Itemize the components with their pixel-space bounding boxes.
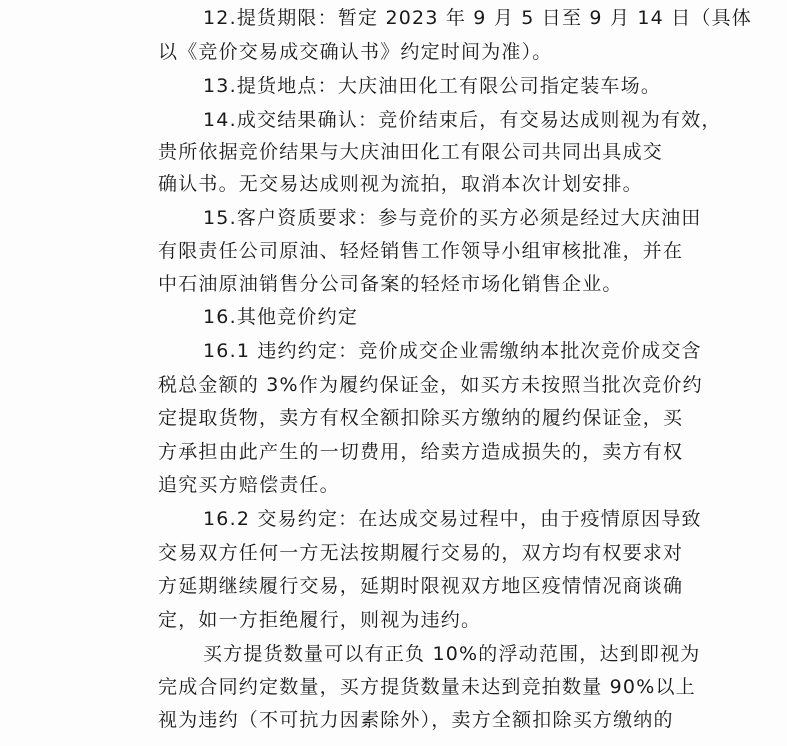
text-line: 交易双方任何一方无法按期履行交易的，双方均有权要求对 <box>158 542 684 564</box>
text-line: 以《竞价交易成交确认书》约定时间为准）。 <box>158 41 553 63</box>
section-heading: 16.其他竞价约定 <box>203 306 359 328</box>
text-line: 16.1 违约约定：竞价成交企业需缴纳本批次竞价成交含 <box>203 340 702 362</box>
text-line: 12.提货期限：暂定 2023 年 9 月 5 日至 9 月 14 日（具体 <box>203 7 753 29</box>
text-line: 确认书。无交易达成则视为流拍，取消本次计划安排。 <box>158 173 643 195</box>
text-line: 14.成交结果确认：竞价结束后，有交易达成则视为有效， <box>203 109 722 131</box>
text-line: 买方提货数量可以有正负 10%的浮动范围，达到即视为 <box>203 643 701 665</box>
text-line: 15.客户资质要求：参与竞价的买方必须是经过大庆油田 <box>203 207 702 229</box>
text-line: 定，如一方拒绝履行，则视为违约。 <box>158 609 482 631</box>
text-line: 有限责任公司原油、轻烃销售工作领导小组审核批准，并在 <box>158 240 684 262</box>
text-line: 视为违约（不可抗力因素除外），卖方全额扣除买方缴纳的 <box>158 709 674 731</box>
text-line: 方延期继续履行交易，延期时限视双方地区疫情情况商谈确 <box>158 575 684 597</box>
text-line: 方承担由此产生的一切费用，给卖方造成损失的，卖方有权 <box>158 441 684 463</box>
text-line: 中石油原油销售分公司备案的轻烃市场化销售企业。 <box>158 273 623 295</box>
text-line: 定提取货物，卖方有权全额扣除买方缴纳的履约保证金，买 <box>158 407 684 429</box>
text-line: 16.2 交易约定：在达成交易过程中，由于疫情原因导致 <box>203 508 702 530</box>
text-line: 完成合同约定数量，买方提货数量未达到竞拍数量 90%以上 <box>158 676 696 698</box>
text-line: 13.提货地点：大庆油田化工有限公司指定装车场。 <box>203 75 662 97</box>
text-line: 追究买方赔偿责任。 <box>158 474 340 496</box>
text-line: 贵所依据竞价结果与大庆油田化工有限公司共同出具成交 <box>158 141 664 163</box>
text-line: 税总金额的 3%作为履约保证金，如买方未按照当批次竞价约 <box>158 374 703 396</box>
